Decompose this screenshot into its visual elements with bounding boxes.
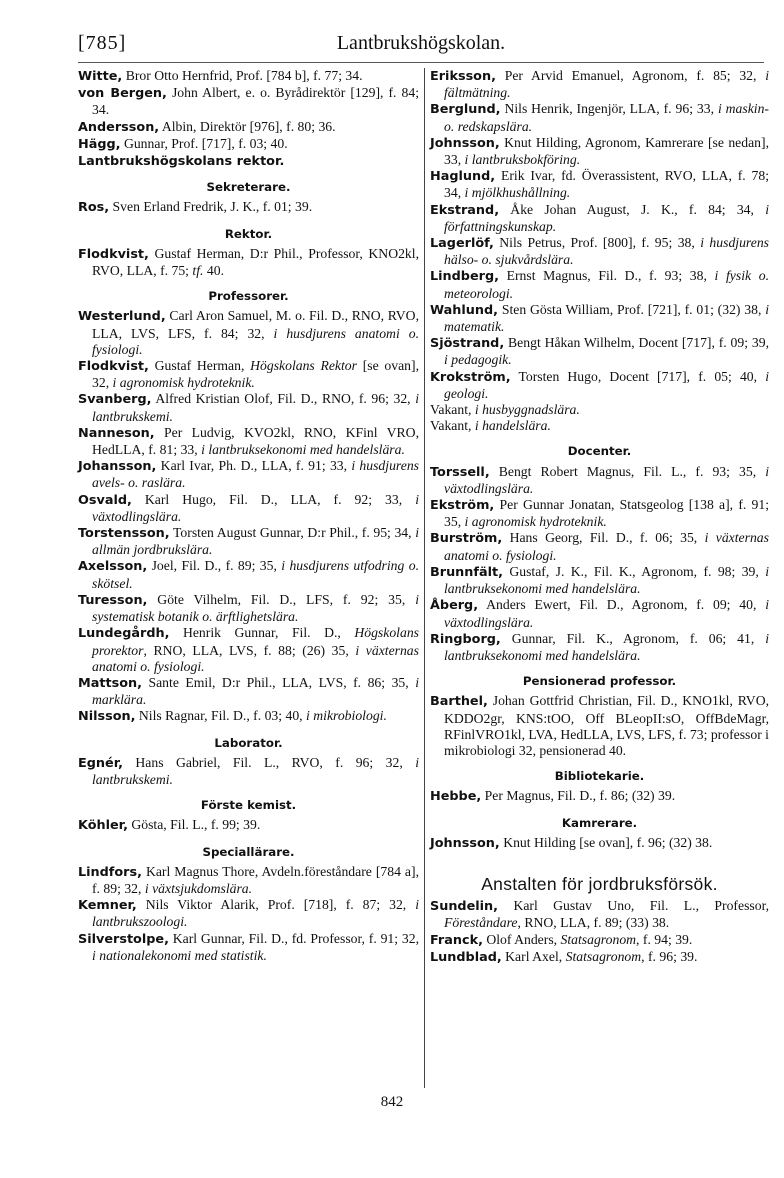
entry-subject: i växtsjukdomslära. bbox=[144, 880, 253, 896]
directory-entry bbox=[78, 119, 419, 136]
entry-details: Johan Gottfrid Christian, Fil. D., KNO1kl, RVO, KDDO2gr, KNS:tOO, Off BLeopII:sO, OffBdeMagr, RFinlVRO1kl, LVA, HedLLA, LVS, LFS, f. 73; professor i mikrobiologi 32, pensionerad 40. bbox=[444, 693, 769, 758]
person-name: Hägg, bbox=[78, 136, 121, 152]
entry-details: Joel, Fil. D., f. 89; 35, bbox=[147, 558, 282, 574]
entry-details-cont: [se ovan], 32, bbox=[92, 358, 419, 391]
person-name: Johnsson, bbox=[430, 135, 500, 151]
entry-subject: i agronomisk hydroteknik. bbox=[464, 514, 607, 530]
entry-details: Torsten Hugo, Docent [717], f. 05; 40, bbox=[510, 368, 766, 384]
entry-subject: Statsagronom bbox=[565, 948, 642, 964]
person-name: Brunnfält, bbox=[430, 564, 503, 580]
entry-subject: i lantbrukskemi. bbox=[92, 391, 419, 424]
person-name: Johansson, bbox=[78, 459, 157, 475]
directory-entry bbox=[78, 817, 419, 834]
person-name: Flodkvist, bbox=[78, 246, 149, 262]
section-heading: Förste kemist. bbox=[200, 798, 297, 813]
person-name: Ekstrand, bbox=[430, 202, 500, 218]
entry-details: Karl Hugo, Fil. D., LLA, f. 92; 33, bbox=[131, 491, 416, 507]
entry-subject: i författningskunskap. bbox=[444, 201, 769, 234]
directory-entry bbox=[430, 135, 769, 168]
person-name: Wahlund, bbox=[430, 302, 499, 318]
person-name: Witte, bbox=[78, 69, 123, 84]
person-name: Lagerlöf, bbox=[430, 236, 494, 252]
person-name: Ringborg, bbox=[430, 631, 501, 647]
directory-entry bbox=[430, 68, 769, 101]
entry-details: Vakant, bbox=[430, 418, 475, 434]
directory-entry bbox=[78, 864, 419, 897]
entry-subject: i pedagogik. bbox=[444, 352, 512, 368]
page-title: Lantbrukshögskolan. bbox=[336, 32, 506, 54]
entry-details: Erik Ivar, fd. Överassistent, RVO, LLA, f. 78; 34, bbox=[444, 168, 769, 201]
entry-details: Gustaf Herman, bbox=[148, 358, 251, 374]
directory-entry bbox=[78, 675, 419, 708]
entry-details-cont: 40. bbox=[203, 263, 224, 279]
entry-subject: i husdjurens avels- o. raslära. bbox=[92, 458, 419, 491]
person-name: Mattson, bbox=[78, 675, 142, 691]
directory-entry bbox=[430, 402, 769, 418]
entry-details: Per Gunnar Jonatan, Statsgeolog [138 a], f. 91; 35, bbox=[444, 497, 769, 530]
directory-entry bbox=[78, 708, 419, 725]
directory-entry bbox=[78, 199, 419, 216]
directory-entry bbox=[78, 755, 419, 788]
directory-entry bbox=[430, 335, 769, 368]
directory-entry bbox=[430, 418, 769, 434]
entry-details: Gunnar, Prof. [717], f. 03; 40. bbox=[120, 135, 288, 151]
entry-subject-cont: i växternas anatomi o. fysiologi. bbox=[92, 642, 419, 674]
directory-entry bbox=[430, 530, 769, 563]
entry-details: Nils Petrus, Prof. [800], f. 95; 38, bbox=[493, 235, 701, 251]
entry-subject: Statsagronom bbox=[560, 931, 637, 947]
entry-details-cont: , RNO, LLA, LVS, f. 88; (26) 35, bbox=[143, 642, 356, 658]
directory-entry bbox=[78, 85, 419, 118]
entry-subject: i växternas anatomi o. fysiologi. bbox=[444, 530, 769, 563]
entry-subject: i lantbruksekonomi med handelslära. bbox=[444, 563, 769, 597]
directory-entry bbox=[78, 625, 419, 675]
entry-subject: i geologi. bbox=[444, 368, 769, 401]
directory-entry bbox=[430, 464, 769, 497]
directory-entry bbox=[78, 425, 419, 458]
entry-subject: i handelslära. bbox=[474, 418, 551, 434]
person-name: Köhler, bbox=[78, 818, 128, 834]
entry-details: Sven Erland Fredrik, J. K., f. 01; 39. bbox=[109, 199, 313, 215]
person-name: Hebbe, bbox=[430, 789, 482, 805]
entry-details: Carl Aron Samuel, M. o. Fil. D., RNO, RVO, LLA, LVS, LFS, f. 84; 32, bbox=[92, 308, 419, 341]
directory-entry bbox=[430, 101, 769, 134]
entry-details: Göte Vilhelm, Fil. D., LFS, f. 92; 35, bbox=[147, 591, 416, 607]
entry-details: Sante Emil, D:r Phil., LLA, LVS, f. 86; 35, bbox=[142, 674, 416, 690]
entry-subject: i systematisk botanik o. ärftlighetslära. bbox=[92, 591, 419, 625]
entry-subject: i lantbrukskemi. bbox=[92, 754, 419, 787]
entry-details: Bengt Robert Magnus, Fil. L., f. 93; 35, bbox=[489, 463, 766, 479]
directory-entry bbox=[430, 597, 769, 630]
person-name: Ros, bbox=[78, 200, 110, 216]
directory-entry bbox=[78, 358, 419, 391]
person-name: Svanberg, bbox=[78, 392, 152, 408]
entry-details: Alfred Kristian Olof, Fil. D., RNO, f. 96; 32, bbox=[151, 391, 416, 407]
entry-details: Hans Georg, Fil. D., f. 06; 35, bbox=[502, 530, 705, 546]
entry-details: Ernst Magnus, Fil. D., f. 93; 38, bbox=[498, 268, 715, 284]
directory-entry bbox=[78, 153, 419, 170]
directory-entry bbox=[78, 246, 419, 279]
section-heading: Professorer. bbox=[208, 289, 289, 304]
entry-details: Olof Anders, bbox=[482, 931, 561, 947]
person-name: Lindfors, bbox=[78, 864, 142, 880]
entry-subject: i mjölkhushållning. bbox=[464, 185, 571, 201]
directory-entry bbox=[430, 369, 769, 402]
person-name: Lundegårdh, bbox=[78, 626, 170, 642]
entry-details: Per Magnus, Fil. D., f. 86; (32) 39. bbox=[481, 788, 676, 804]
person-name: Franck, bbox=[430, 932, 483, 948]
person-name: Berglund, bbox=[430, 102, 501, 118]
entry-details: Gunnar, Fil. K., Agronom, f. 06; 41, bbox=[500, 630, 766, 646]
entry-details: Albin, Direktör [976], f. 80; 36. bbox=[159, 118, 336, 134]
directory-entry bbox=[78, 931, 419, 964]
entry-details-cont: , f. 96; 39. bbox=[641, 948, 698, 964]
person-name: Flodkvist, bbox=[78, 359, 149, 375]
person-name: von Bergen, bbox=[78, 86, 167, 102]
directory-entry bbox=[430, 898, 769, 931]
person-name: Silverstolpe, bbox=[78, 931, 169, 947]
entry-subject: Föreståndare bbox=[444, 915, 518, 931]
entry-details: Sten Gösta William, Prof. [721], f. 01; (32) 38, bbox=[498, 301, 766, 317]
directory-entry bbox=[430, 693, 769, 759]
entry-subject: Högskolans Rektor bbox=[250, 358, 357, 374]
entry-details: Per Arvid Emanuel, Agronom, f. 85; 32, bbox=[495, 68, 766, 83]
directory-entry bbox=[78, 458, 419, 491]
section-heading: Docenter. bbox=[567, 444, 632, 459]
entry-details: Karl Magnus Thore, Avdeln.föreståndare [784 a], f. 89; 32, bbox=[92, 863, 419, 896]
entry-details-cont: , f. 94; 39. bbox=[636, 931, 693, 947]
entry-details: Torsten August Gunnar, D:r Phil., f. 95; 34, bbox=[169, 525, 416, 541]
institution-heading: Anstalten för jordbruksförsök. bbox=[481, 873, 718, 894]
entry-subject: i lantbruksekonomi med handelslära. bbox=[444, 630, 769, 663]
entry-details: John Albert, e. o. Byrådirektör [129], f. 84; 34. bbox=[92, 85, 419, 118]
person-name: Lundblad, bbox=[430, 949, 502, 965]
entry-subject: Högskolans prorektor bbox=[92, 625, 419, 658]
directory-entry bbox=[78, 391, 419, 424]
entry-details: Karl Ivar, Ph. D., LLA, f. 91; 33, bbox=[156, 458, 352, 474]
directory-entry bbox=[430, 168, 769, 201]
entry-subject: i lantbruksbokföring. bbox=[464, 152, 581, 168]
section-heading: Pensionerad professor. bbox=[522, 674, 677, 689]
entry-details: Vakant, bbox=[430, 402, 475, 418]
entry-subject: i husdjurens utfodring o. skötsel. bbox=[92, 558, 419, 591]
entry-details: Bror Otto Hernfrid, Prof. [784 b], f. 77; 34. bbox=[122, 68, 363, 83]
entry-subject: i mikrobiologi. bbox=[306, 708, 387, 724]
entry-subject: i matematik. bbox=[444, 301, 769, 335]
entry-details: Per Ludvig, KVO2kl, RNO, KFinl VRO, HedLLA, f. 81; 33, bbox=[92, 424, 419, 458]
right-column bbox=[430, 68, 769, 966]
directory-entry bbox=[430, 302, 769, 335]
person-name: Torssell, bbox=[430, 464, 490, 480]
entry-details: Henrik Gunnar, Fil. D., bbox=[169, 625, 355, 641]
entry-details: Gustaf Herman, D:r Phil., Professor, KNO2kl, RVO, LLA, f. 75; bbox=[92, 245, 419, 279]
person-name: Andersson, bbox=[78, 119, 160, 135]
directory-entry bbox=[430, 949, 769, 966]
section-heading: Laborator. bbox=[214, 735, 283, 750]
entry-details: Nils Viktor Alarik, Prof. [718], f. 87; 32, bbox=[136, 897, 416, 913]
person-name: Burström, bbox=[430, 531, 503, 547]
directory-entry bbox=[430, 835, 769, 852]
person-name: Barthel, bbox=[430, 694, 488, 710]
entry-details: Åke Johan August, J. K., f. 84; 34, bbox=[499, 201, 766, 217]
entry-subject: i växtodlingslära. bbox=[444, 463, 769, 496]
person-name: Axelsson, bbox=[78, 559, 148, 575]
person-name: Kemner, bbox=[78, 898, 137, 914]
entry-details-cont: , RNO, LLA, f. 89; (33) 38. bbox=[517, 915, 670, 931]
entry-subject: i maskin- o. redskapslära. bbox=[444, 101, 769, 134]
entry-subject: tf. bbox=[192, 263, 204, 279]
person-name: Lindberg, bbox=[430, 269, 499, 285]
page-reference: [785] bbox=[78, 32, 127, 54]
section-heading: Speciallärare. bbox=[202, 844, 295, 859]
directory-entry bbox=[78, 558, 419, 591]
page-header bbox=[78, 32, 764, 63]
directory-entry bbox=[430, 932, 769, 949]
section-heading: Bibliotekarie. bbox=[554, 769, 645, 784]
entry-subject: i nationalekonomi med statistik. bbox=[92, 947, 267, 963]
person-name: Haglund, bbox=[430, 169, 496, 185]
directory-entry bbox=[78, 492, 419, 525]
person-name: Turesson, bbox=[78, 592, 148, 608]
entry-details: Nils Ragnar, Fil. D., f. 03; 40, bbox=[135, 708, 307, 724]
directory-entry bbox=[430, 564, 769, 597]
entry-subject: i husdjurens anatomi o. fysiologi. bbox=[92, 325, 419, 357]
entry-subject: i fysik o. meteorologi. bbox=[444, 268, 769, 301]
entry-subject: i husbyggnadslära. bbox=[474, 402, 580, 418]
directory-entry bbox=[430, 268, 769, 301]
entry-subject: i lantbrukszoologi. bbox=[92, 897, 419, 930]
directory-entry bbox=[430, 497, 769, 530]
entry-subject: i marklära. bbox=[92, 674, 419, 708]
entry-subject: i fältmätning. bbox=[444, 68, 769, 101]
person-name: Torstensson, bbox=[78, 526, 170, 542]
person-name: Sjöstrand, bbox=[430, 336, 505, 352]
directory-entry bbox=[430, 788, 769, 805]
entry-details: Gustaf, J. K., Fil. K., Agronom, f. 98; 39, bbox=[502, 563, 766, 579]
directory-entry bbox=[430, 202, 769, 235]
entry-subject: i lantbruksekonomi med handelslära. bbox=[201, 442, 405, 458]
page-number: 842 bbox=[380, 1094, 404, 1110]
person-name: Nilsson, bbox=[78, 709, 136, 725]
person-name: Westerlund, bbox=[78, 309, 166, 325]
entry-details: Karl Gustav Uno, Fil. L., Professor, bbox=[498, 898, 769, 914]
person-name: Sundelin, bbox=[430, 899, 499, 915]
section-heading: Sekreterare. bbox=[206, 180, 291, 195]
entry-details: Karl Axel, bbox=[501, 948, 566, 964]
person-name: Nanneson, bbox=[78, 425, 155, 441]
directory-entry bbox=[430, 631, 769, 664]
directory-entry bbox=[78, 525, 419, 558]
entry-subject: i växtodlingslära. bbox=[444, 597, 769, 630]
person-name: Åberg, bbox=[430, 598, 479, 614]
entry-details: Hans Gabriel, Fil. L., RVO, f. 96; 32, bbox=[122, 754, 416, 770]
directory-entry bbox=[430, 235, 769, 268]
entry-details: Knut Hilding [se ovan], f. 96; (32) 38. bbox=[499, 834, 713, 850]
person-name: Egnér, bbox=[78, 755, 123, 771]
entry-subject-cont: i agronomisk hydroteknik. bbox=[112, 375, 255, 391]
entry-subject: i husdjurens hälso- o. sjukvårdslära. bbox=[444, 235, 769, 268]
directory-entry bbox=[78, 136, 419, 153]
entry-details: Nils Henrik, Ingenjör, LLA, f. 96; 33, bbox=[500, 101, 718, 117]
entry-details: Gösta, Fil. L., f. 99; 39. bbox=[127, 817, 261, 833]
person-name: Osvald, bbox=[78, 492, 132, 508]
directory-entry bbox=[78, 897, 419, 930]
column-divider bbox=[424, 68, 425, 1088]
entry-subject: i växtodlingslära. bbox=[92, 491, 419, 524]
person-name: Ekström, bbox=[430, 498, 495, 514]
person-name: Lantbrukshögskolans rektor. bbox=[78, 154, 285, 170]
entry-subject: i allmän jordbrukslära. bbox=[92, 525, 419, 558]
person-name: Johnsson, bbox=[430, 835, 500, 851]
directory-entry bbox=[78, 308, 419, 358]
entry-details: Anders Ewert, Fil. D., Agronom, f. 09; 40, bbox=[478, 597, 766, 613]
directory-entry bbox=[78, 592, 419, 625]
section-heading: Rektor. bbox=[224, 226, 273, 241]
entry-details: Karl Gunnar, Fil. D., fd. Professor, f. 91; 32, bbox=[168, 930, 419, 946]
section-heading: Kamrerare. bbox=[561, 815, 638, 830]
directory-entry bbox=[78, 68, 419, 85]
person-name: Eriksson, bbox=[430, 69, 496, 84]
left-column bbox=[78, 68, 419, 964]
entry-details: Knut Hilding, Agronom, Kamrerare [se nedan], 33, bbox=[444, 134, 769, 168]
entry-details: Bengt Håkan Wilhelm, Docent [717], f. 09; 39, bbox=[504, 335, 769, 351]
person-name: Krokström, bbox=[430, 369, 511, 385]
